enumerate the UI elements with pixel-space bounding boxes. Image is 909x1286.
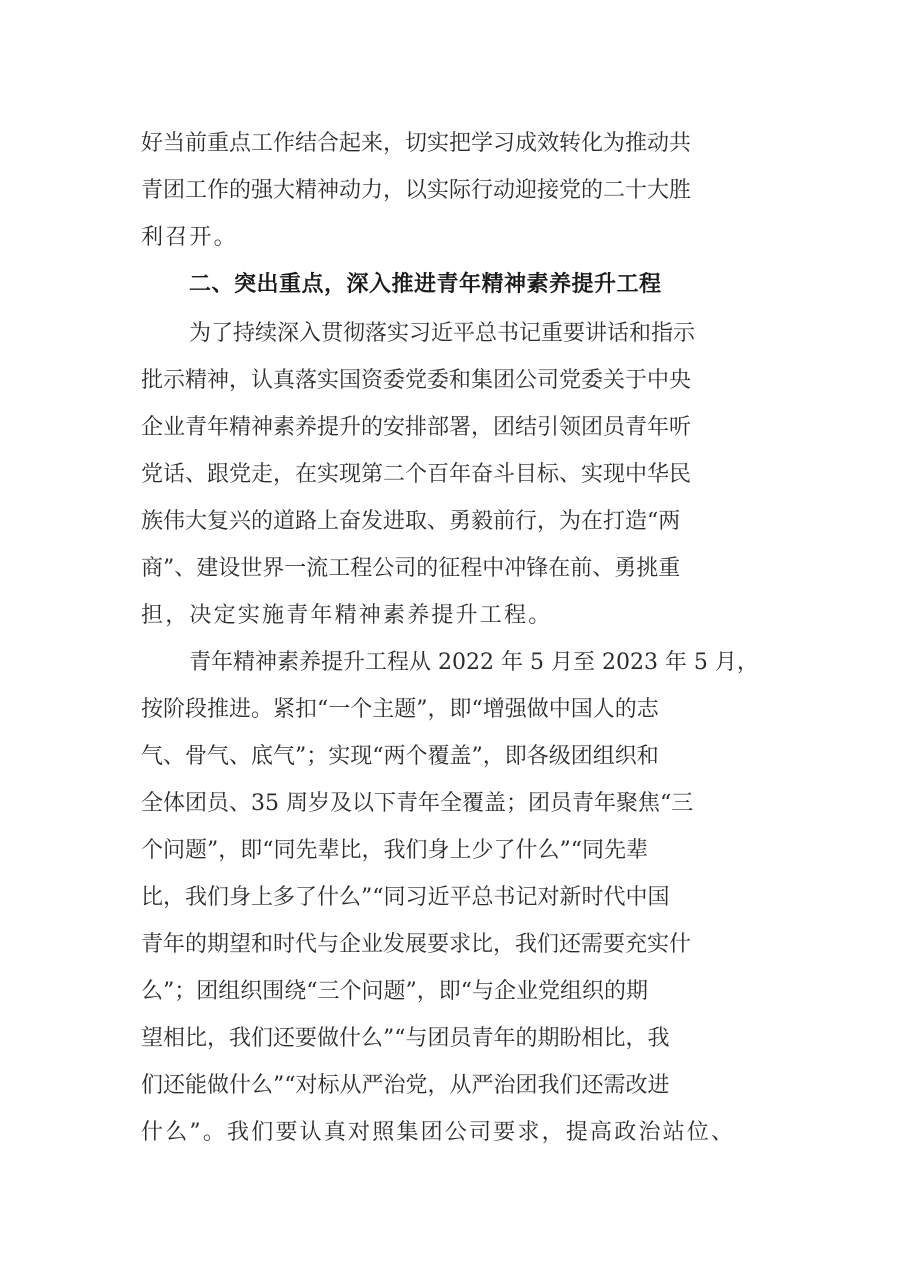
text-line: 为了持续深入贯彻落实习近平总书记重要讲话和指示 <box>189 321 696 346</box>
text-line: 担，决定实施青年精神素养提升工程。 <box>141 603 553 628</box>
text-line: 批示精神，认真落实国资委党委和集团公司党委关于中央 <box>141 368 692 393</box>
text-line: 全体团员、35 周岁及以下青年全覆盖；团员青年聚焦“三 <box>141 791 694 816</box>
paragraph-details <box>141 639 781 1156</box>
text-line: 什么”。我们要认真对照集团公司要求，提高政治站位、 <box>141 1120 736 1145</box>
text-line: 利召开。 <box>141 225 238 250</box>
text-line: 么”；团组织围绕“三个问题”，即“与企业党组织的期 <box>141 979 648 1004</box>
text-line: 青团工作的强大精神动力，以实际行动迎接党的二十大胜 <box>141 178 692 203</box>
text-line: 青年的期望和时代与企业发展要求比，我们还需要充实什 <box>141 932 692 957</box>
text-line: 比，我们身上多了什么”“同习近平总书记对新时代中国 <box>141 885 670 910</box>
text-line: 个问题”，即“同先辈比，我们身上少了什么”“同先辈 <box>141 838 648 863</box>
section-heading: 二、突出重点，深入推进青年精神素养提升工程 <box>189 272 662 297</box>
text-line: 族伟大复兴的道路上奋发进取、勇毅前行，为在打造“两 <box>141 509 681 534</box>
text-line: 青年精神素养提升工程从 2022 年 5 月至 2023 年 5 月， <box>189 650 759 675</box>
text-line: 按阶段推进。紧扣“一个主题”，即“增强做中国人的志 <box>141 697 659 722</box>
paragraph-continuation <box>141 120 781 261</box>
text-line: 商”、建设世界一流工程公司的征程中冲锋在前、勇挑重 <box>141 556 681 581</box>
text-line: 望相比，我们还要做什么”“与团员青年的期盼相比，我 <box>141 1026 670 1051</box>
document-body <box>141 120 781 1156</box>
text-line: 党话、跟党走，在实现第二个百年奋斗目标、实现中华民 <box>141 462 692 487</box>
text-line: 企业青年精神素养提升的安排部署，团结引领团员青年听 <box>141 415 692 440</box>
text-line: 们还能做什么”“对标从严治党，从严治团我们还需改进 <box>141 1073 670 1098</box>
paragraph-intro <box>141 310 781 639</box>
text-line: 气、骨气、底气”；实现“两个覆盖”，即各级团组织和 <box>141 744 659 769</box>
text-line: 好当前重点工作结合起来，切实把学习成效转化为推动共 <box>141 131 692 156</box>
